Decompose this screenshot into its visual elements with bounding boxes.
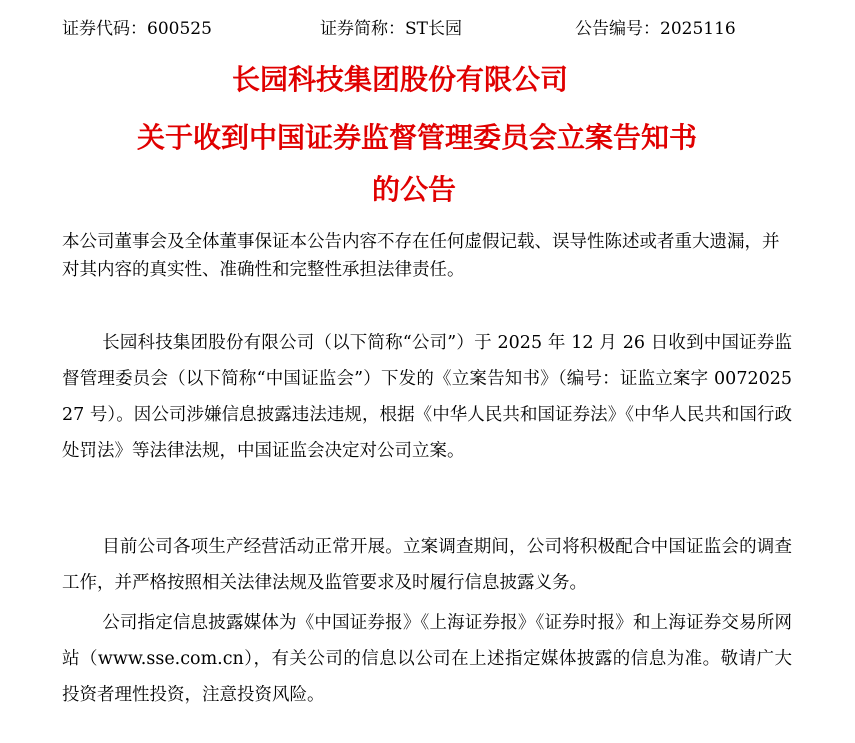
board-statement: 本公司董事会及全体董事保证本公告内容不存在任何虚假记载、误导性陈述或者重大遗漏，并对其内容的真实性、准确性和完整性承担法律责任。 bbox=[62, 232, 780, 280]
paragraph-text: 目前公司各项生产经营活动正常开展。立案调查期间，公司将积极配合中国证监会的调查工作，并严格按照相关法律法规及监管要求及时履行信息披露义务。 bbox=[62, 537, 792, 593]
paragraph-text: 公司指定信息披露媒体为《中国证券报》《上海证券报》《证券时报》和上海证券交易所网站（www.sse.com.cn），有关公司的信息以公司在上述指定媒体披露的信息为准。敬请广大投资者理性投资，注意投资风险。 bbox=[62, 613, 792, 705]
company-title: 长园科技集团股份有限公司 bbox=[232, 63, 569, 96]
announcement-title-suffix: 的公告 bbox=[372, 173, 457, 206]
paragraph-text: 长园科技集团股份有限公司（以下简称“公司”）于 2025 年 12 月 26 日收到中国证券监督管理委员会（以下简称“中国证监会”）下发的《立案告知书》（编号：证监立案字 0072025 27 号）。因公司涉嫌信息披露违法违规，根据《中华人民共和国证券法》《中华人民共和国行政处罚法》等法律法规，中国证监会决定对公司立案。 bbox=[62, 333, 792, 461]
header-row bbox=[62, 16, 802, 42]
stock-short-name: 证券简称：ST长园 bbox=[320, 19, 462, 39]
body-paragraph-1 bbox=[62, 325, 792, 469]
stock-code: 证券代码：600525 bbox=[62, 19, 212, 39]
announcement-number: 公告编号：2025116 bbox=[575, 19, 736, 39]
body-paragraph-3 bbox=[62, 605, 792, 713]
body-paragraph-2 bbox=[62, 529, 792, 601]
announcement-title: 关于收到中国证券监督管理委员会立案告知书 bbox=[137, 121, 698, 154]
